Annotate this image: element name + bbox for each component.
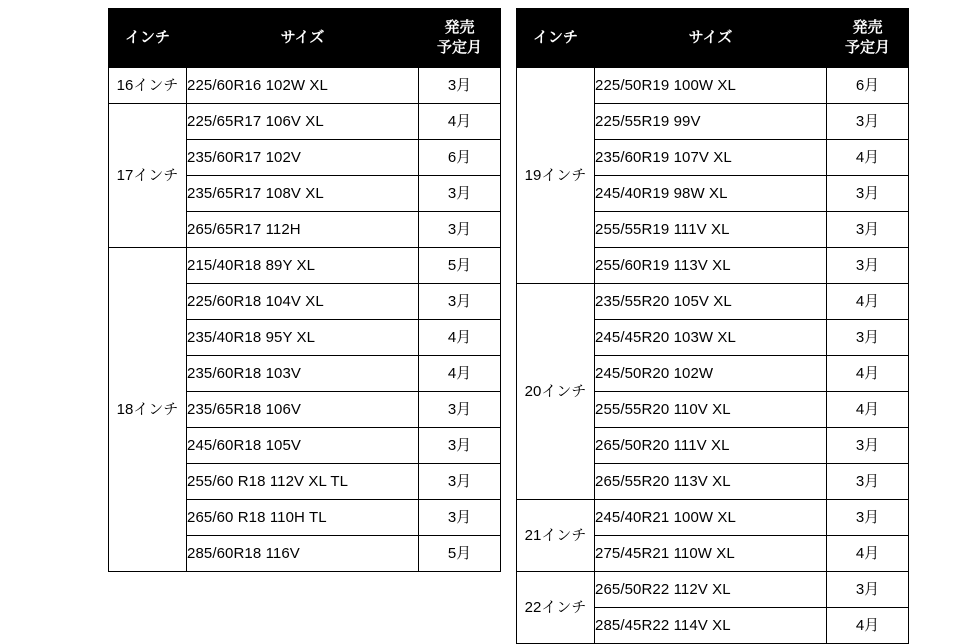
size-cell: 235/60R19 107V XL — [595, 140, 827, 176]
inch-group-cell: 20インチ — [517, 284, 595, 500]
release-month-cell: 3月 — [827, 212, 909, 248]
release-month-cell: 3月 — [827, 248, 909, 284]
header-inch: インチ — [109, 9, 187, 68]
release-month-cell: 3月 — [827, 572, 909, 608]
release-month-cell: 3月 — [827, 464, 909, 500]
header-release-month-line1: 発売 — [852, 18, 883, 36]
header-release-month-line2: 予定月 — [436, 39, 482, 56]
inch-group-cell: 17インチ — [109, 104, 187, 248]
release-month-cell: 5月 — [419, 536, 501, 572]
release-month-cell: 3月 — [827, 428, 909, 464]
tire-size-table-left — [108, 8, 501, 572]
table-row — [517, 500, 909, 536]
table-row — [109, 68, 501, 104]
size-cell: 225/60R16 102W XL — [187, 68, 419, 104]
size-cell: 265/55R20 113V XL — [595, 464, 827, 500]
size-cell: 255/55R20 110V XL — [595, 392, 827, 428]
table-row — [517, 284, 909, 320]
table-row — [109, 104, 501, 140]
release-month-cell: 4月 — [419, 320, 501, 356]
header-size: サイズ — [595, 9, 827, 68]
release-month-cell: 4月 — [827, 356, 909, 392]
release-month-cell: 4月 — [827, 140, 909, 176]
release-month-cell: 4月 — [827, 392, 909, 428]
size-cell: 235/55R20 105V XL — [595, 284, 827, 320]
size-cell: 245/45R20 103W XL — [595, 320, 827, 356]
release-month-cell: 3月 — [419, 212, 501, 248]
size-cell: 255/60 R18 112V XL TL — [187, 464, 419, 500]
release-month-cell: 3月 — [419, 284, 501, 320]
release-month-cell: 4月 — [419, 104, 501, 140]
inch-group-cell: 22インチ — [517, 572, 595, 644]
release-month-cell: 3月 — [827, 320, 909, 356]
release-month-cell: 3月 — [419, 428, 501, 464]
size-cell: 265/60 R18 110H TL — [187, 500, 419, 536]
size-cell: 255/55R19 111V XL — [595, 212, 827, 248]
header-release-month — [827, 9, 909, 68]
release-month-cell: 3月 — [827, 104, 909, 140]
header-release-month — [419, 9, 501, 68]
release-month-cell: 3月 — [419, 392, 501, 428]
table-body-left — [109, 68, 501, 572]
size-cell: 265/50R20 111V XL — [595, 428, 827, 464]
release-month-cell: 3月 — [827, 500, 909, 536]
inch-group-cell: 18インチ — [109, 248, 187, 572]
header-size: サイズ — [187, 9, 419, 68]
size-cell: 245/50R20 102W — [595, 356, 827, 392]
table-header-left — [109, 9, 501, 68]
table-row — [109, 248, 501, 284]
size-cell: 245/40R19 98W XL — [595, 176, 827, 212]
release-month-cell: 3月 — [419, 500, 501, 536]
size-cell: 225/60R18 104V XL — [187, 284, 419, 320]
size-cell: 235/40R18 95Y XL — [187, 320, 419, 356]
release-month-cell: 4月 — [419, 356, 501, 392]
size-cell: 235/60R18 103V — [187, 356, 419, 392]
header-release-month-line1: 発売 — [444, 18, 475, 36]
size-cell: 265/65R17 112H — [187, 212, 419, 248]
release-month-cell: 4月 — [827, 536, 909, 572]
inch-group-cell: 19インチ — [517, 68, 595, 284]
header-inch: インチ — [517, 9, 595, 68]
release-month-cell: 3月 — [419, 68, 501, 104]
size-cell: 235/65R17 108V XL — [187, 176, 419, 212]
header-release-month-line2: 予定月 — [844, 39, 890, 56]
release-month-cell: 3月 — [827, 176, 909, 212]
size-cell: 275/45R21 110W XL — [595, 536, 827, 572]
size-cell: 255/60R19 113V XL — [595, 248, 827, 284]
size-cell: 285/45R22 114V XL — [595, 608, 827, 644]
size-cell: 265/50R22 112V XL — [595, 572, 827, 608]
table-body-right — [517, 68, 909, 644]
size-cell: 235/60R17 102V — [187, 140, 419, 176]
inch-group-cell: 21インチ — [517, 500, 595, 572]
size-cell: 285/60R18 116V — [187, 536, 419, 572]
tire-size-table-left-wrapper — [108, 8, 501, 572]
table-row — [517, 572, 909, 608]
size-cell: 225/50R19 100W XL — [595, 68, 827, 104]
table-row — [517, 68, 909, 104]
header-row — [109, 9, 501, 68]
release-month-cell: 5月 — [419, 248, 501, 284]
release-month-cell: 4月 — [827, 284, 909, 320]
release-month-cell: 3月 — [419, 464, 501, 500]
table-header-right — [517, 9, 909, 68]
size-cell: 225/65R17 106V XL — [187, 104, 419, 140]
release-month-cell: 3月 — [419, 176, 501, 212]
inch-group-cell: 16インチ — [109, 68, 187, 104]
release-month-cell: 6月 — [827, 68, 909, 104]
release-month-cell: 4月 — [827, 608, 909, 644]
release-month-cell: 6月 — [419, 140, 501, 176]
size-cell: 235/65R18 106V — [187, 392, 419, 428]
size-cell: 215/40R18 89Y XL — [187, 248, 419, 284]
size-cell: 245/60R18 105V — [187, 428, 419, 464]
header-row — [517, 9, 909, 68]
size-cell: 245/40R21 100W XL — [595, 500, 827, 536]
size-cell: 225/55R19 99V — [595, 104, 827, 140]
